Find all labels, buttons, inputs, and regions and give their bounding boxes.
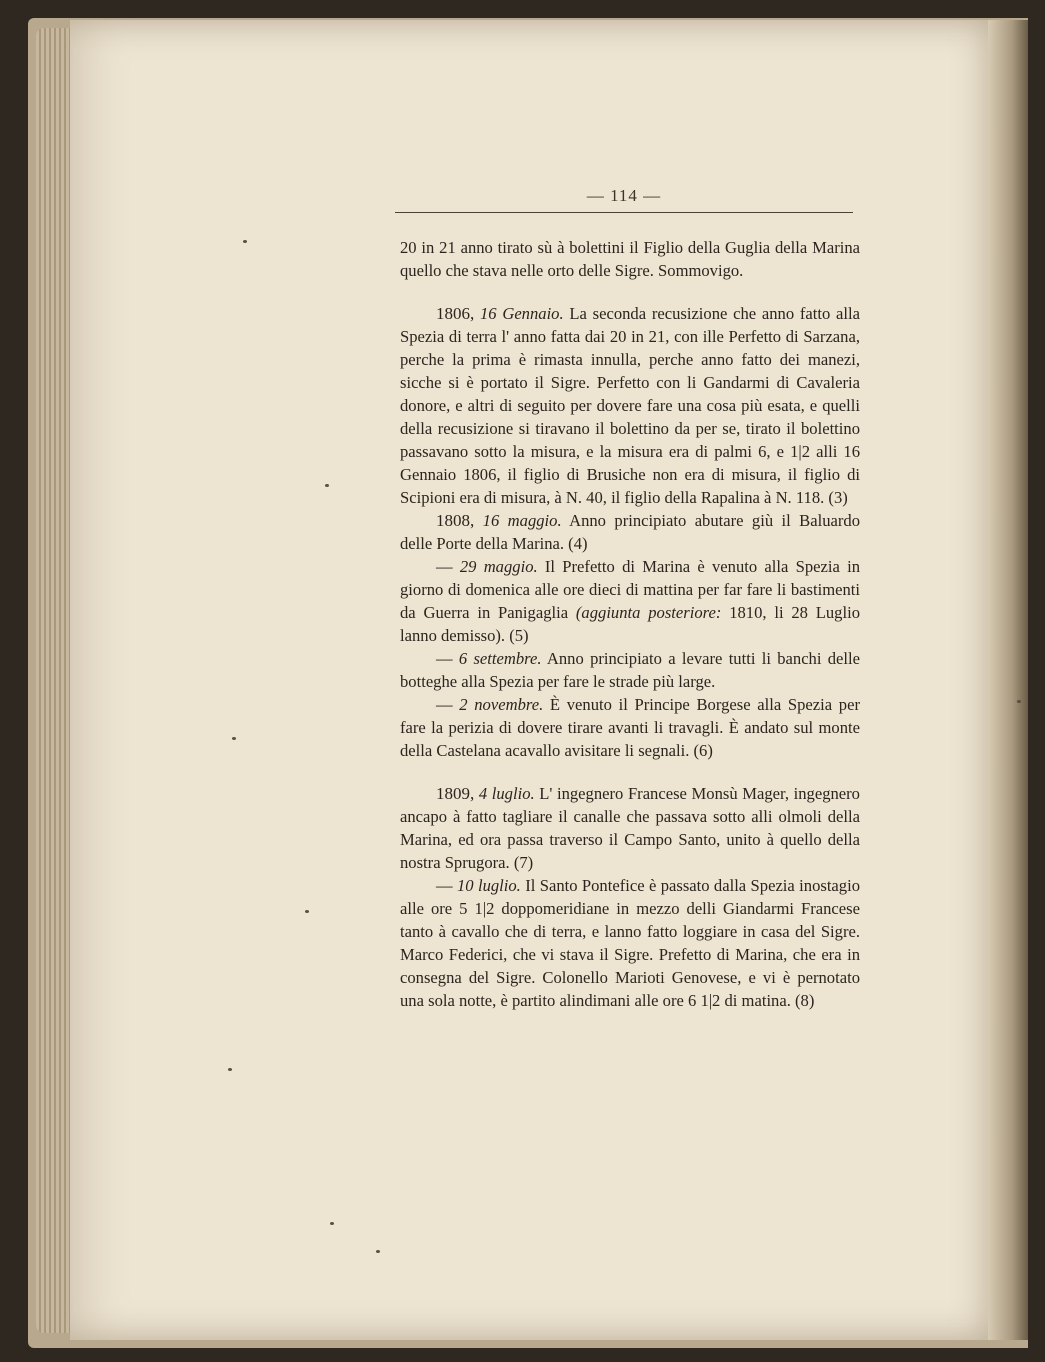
- entry-1806: [400, 302, 860, 509]
- page-body: [400, 236, 860, 1012]
- entry-text: Anno principiato abutare giù il Baluardo delle Porte della Marina. (4): [400, 511, 861, 553]
- entry-year: 1808,: [436, 511, 475, 530]
- entry-1808-16-maggio: [400, 509, 860, 555]
- paper-speck: [376, 1250, 380, 1253]
- block-1809: [400, 782, 860, 1012]
- paper-speck: [330, 1222, 334, 1225]
- entry-text: Anno principiato a levare tutti li banchi delle botteghe alla Spezia per fare le strade più large.: [400, 649, 860, 691]
- entry-dash: —: [436, 695, 453, 714]
- entry-note-text: 1810, li 28 Luglio lanno demisso). (5): [400, 603, 860, 645]
- page-number: — 114 —: [586, 186, 662, 205]
- entry-dash: —: [436, 557, 453, 576]
- entry-1809-4-luglio: [400, 782, 860, 874]
- entry-text: Il Prefetto di Marina è venuto alla Spezia in giorno di domenica alle ore dieci di mattina per far fare li bastimenti da Guerra in Panigaglia: [400, 557, 861, 622]
- entry-year: 1809,: [436, 784, 475, 803]
- entry-date: 6 settembre.: [458, 649, 542, 668]
- entry-note-italic: (aggiunta posteriore:: [575, 603, 722, 622]
- header-rule: [395, 212, 853, 213]
- entry-date: 2 novembre.: [459, 695, 544, 714]
- entry-1808-6-settembre: [400, 647, 860, 693]
- entry-date: 10 luglio.: [456, 876, 521, 895]
- paper-speck: [325, 484, 329, 487]
- paper-speck: [305, 910, 309, 913]
- entry-1808-29-maggio: [400, 555, 860, 647]
- entry-1809-10-luglio: [400, 874, 860, 1012]
- entry-1808-2-novembre: [400, 693, 860, 762]
- paper-speck: [228, 1068, 232, 1071]
- entry-text: La seconda recusizione che anno fatto alla Spezia di terra l' anno fatta dai 20 in 21, con ille Perfetto di Sarzana, perche la prima è rimasta innulla, perche anno fatto dei manezi, sicche si è portato il Sigre. Perfetto con li Gandarmi di Cavaleria donore, e altri di seguito per dovere fare una cosa più esata, e quelli della recusizione si tiravano il bolettino da per se, tirato il bolettino passavano sotto la misura, e la misura era di palmi 6, e 1|2 alli 16 Gennaio 1806, il figlio di Brusiche non era di misura, il figlio di Scipioni era di misura, à N. 40, il figlio della Rapalina à N. 118. (3): [400, 304, 860, 507]
- entry-text: L' ingegnero Francese Monsù Mager, ingegnero ancapo à fatto tagliare il canalle che passava sotto alli olmoli della Marina, ed ora passa traverso il Campo Santo, unito à quello della nostra Sprugora. (7): [400, 784, 860, 872]
- paper-speck: [1017, 700, 1021, 703]
- entry-text: È venuto il Principe Borgese alla Spezia per fare la perizia di dovere tirare avanti li travagli. È andato sul monte della Castelana acavallo avisitare li segnali. (6): [400, 695, 860, 760]
- entry-date: 16 maggio.: [482, 511, 562, 530]
- page-header: [395, 186, 853, 206]
- paper-speck: [232, 737, 236, 740]
- book-gutter: [988, 20, 1028, 1340]
- entry-dash: —: [436, 649, 453, 668]
- paper-speck: [243, 240, 247, 243]
- entry-date: 16 Gennaio.: [480, 304, 564, 323]
- block-1808: [400, 509, 860, 762]
- entry-dash: —: [436, 876, 453, 895]
- entry-year: 1806,: [436, 304, 475, 323]
- entry-text: Il Santo Pontefice è passato dalla Spezia inostagio alle ore 5 1|2 doppomeridiane in mezzo delli Giandarmi Francese tanto à cavallo che di terra, e lanno fatto loggiare in casa del Sigre. Marco Federici, che vi stava il Sigre. Prefetto di Marina, che era in consegna del Sigre. Colonello Marioti Genovese, e vi è pernotato una sola notte, è partito alindimani alle ore 6 1|2 di matina. (8): [400, 876, 860, 1010]
- paragraph-continuation: [400, 236, 860, 282]
- entry-date: 4 luglio.: [478, 784, 535, 803]
- entry-date: 29 maggio.: [459, 557, 538, 576]
- paragraph-text: 20 in 21 anno tirato sù à bolettini il Figlio della Guglia della Marina quello che stava nelle orto delle Sigre. Sommovigo.: [400, 238, 860, 280]
